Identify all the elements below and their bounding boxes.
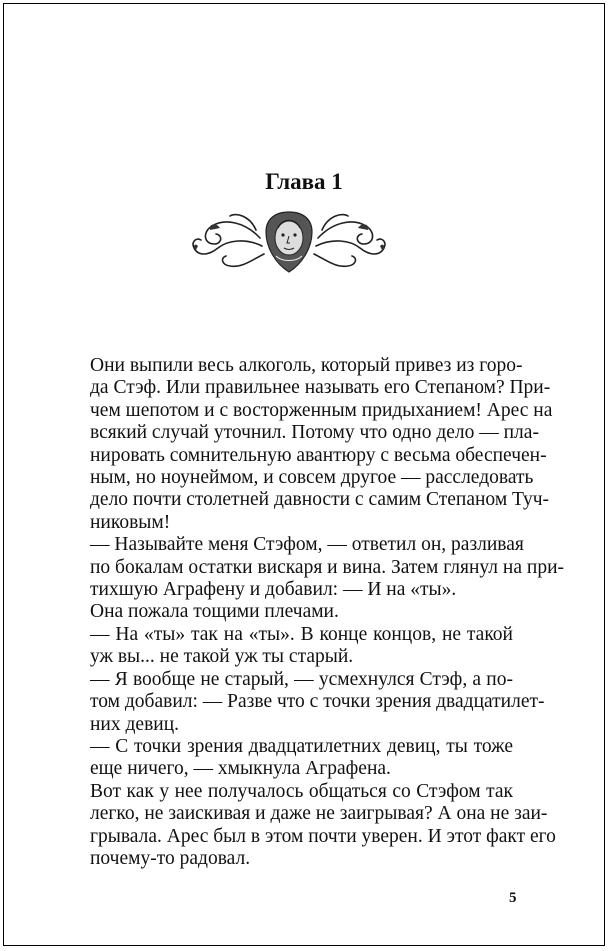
text-line: — Называйте меня Стэфом, — ответил он, разливая bbox=[90, 534, 524, 556]
text-line: еще ничего, — хмыкнула Аграфена. bbox=[90, 758, 391, 780]
text-line: легко, не заискивая и даже не заигрывая? А она не заи- bbox=[90, 803, 548, 825]
text-line: по бокалам остатки вискаря и вина. Затем глянул на при- bbox=[90, 556, 564, 578]
page-number: 5 bbox=[509, 890, 517, 906]
text-line: тихшую Аграфену и добавил: — И на «ты». bbox=[90, 579, 457, 601]
text-line: чем шепотом и с восторженным придыханием! Арес на bbox=[90, 399, 553, 421]
text-line: них девиц. bbox=[90, 713, 180, 735]
text-line: — На «ты» так на «ты». В конце концов, не такой bbox=[90, 623, 513, 645]
chapter-title: Глава 1 bbox=[265, 169, 343, 194]
text-line: Они выпили весь алкоголь, который привез из горо- bbox=[90, 355, 523, 376]
text-line: грывала. Арес был в этом почти уверен. И этот факт его bbox=[90, 825, 556, 847]
text-line: Вот как у нее получалось общаться со Стэфом так bbox=[90, 780, 513, 802]
text-line: — С точки зрения двадцатилетних девиц, ты тоже bbox=[90, 735, 513, 757]
chapter-body-text bbox=[90, 355, 564, 870]
text-line: да Стэф. Или правильнее называть его Степаном? При- bbox=[90, 377, 551, 399]
text-line: том добавил: — Разве что с точки зрения двадцатилет- bbox=[90, 691, 545, 713]
book-page bbox=[3, 3, 605, 946]
text-line: никовым! bbox=[90, 511, 171, 533]
text-line: дело почти столетней давности с самим Степаном Туч- bbox=[90, 489, 550, 511]
text-line: Она пожала тощими плечами. bbox=[90, 601, 339, 623]
text-line: нировать сомнительную авантюру с весьма обеспечен- bbox=[90, 444, 547, 466]
text-line: всякий случай уточнил. Потому что одно дело — пла- bbox=[90, 422, 539, 444]
text-line: уж вы... не такой уж ты старый. bbox=[90, 646, 354, 668]
text-line: почему-то радовал. bbox=[90, 847, 251, 869]
text-line: ным, но ноунеймом, и совсем другое — расследовать bbox=[90, 467, 534, 489]
baroque-face-ornament-icon bbox=[190, 208, 388, 276]
text-line: — Я вообще не старый, — усмехнулся Стэф, а по- bbox=[90, 668, 513, 690]
